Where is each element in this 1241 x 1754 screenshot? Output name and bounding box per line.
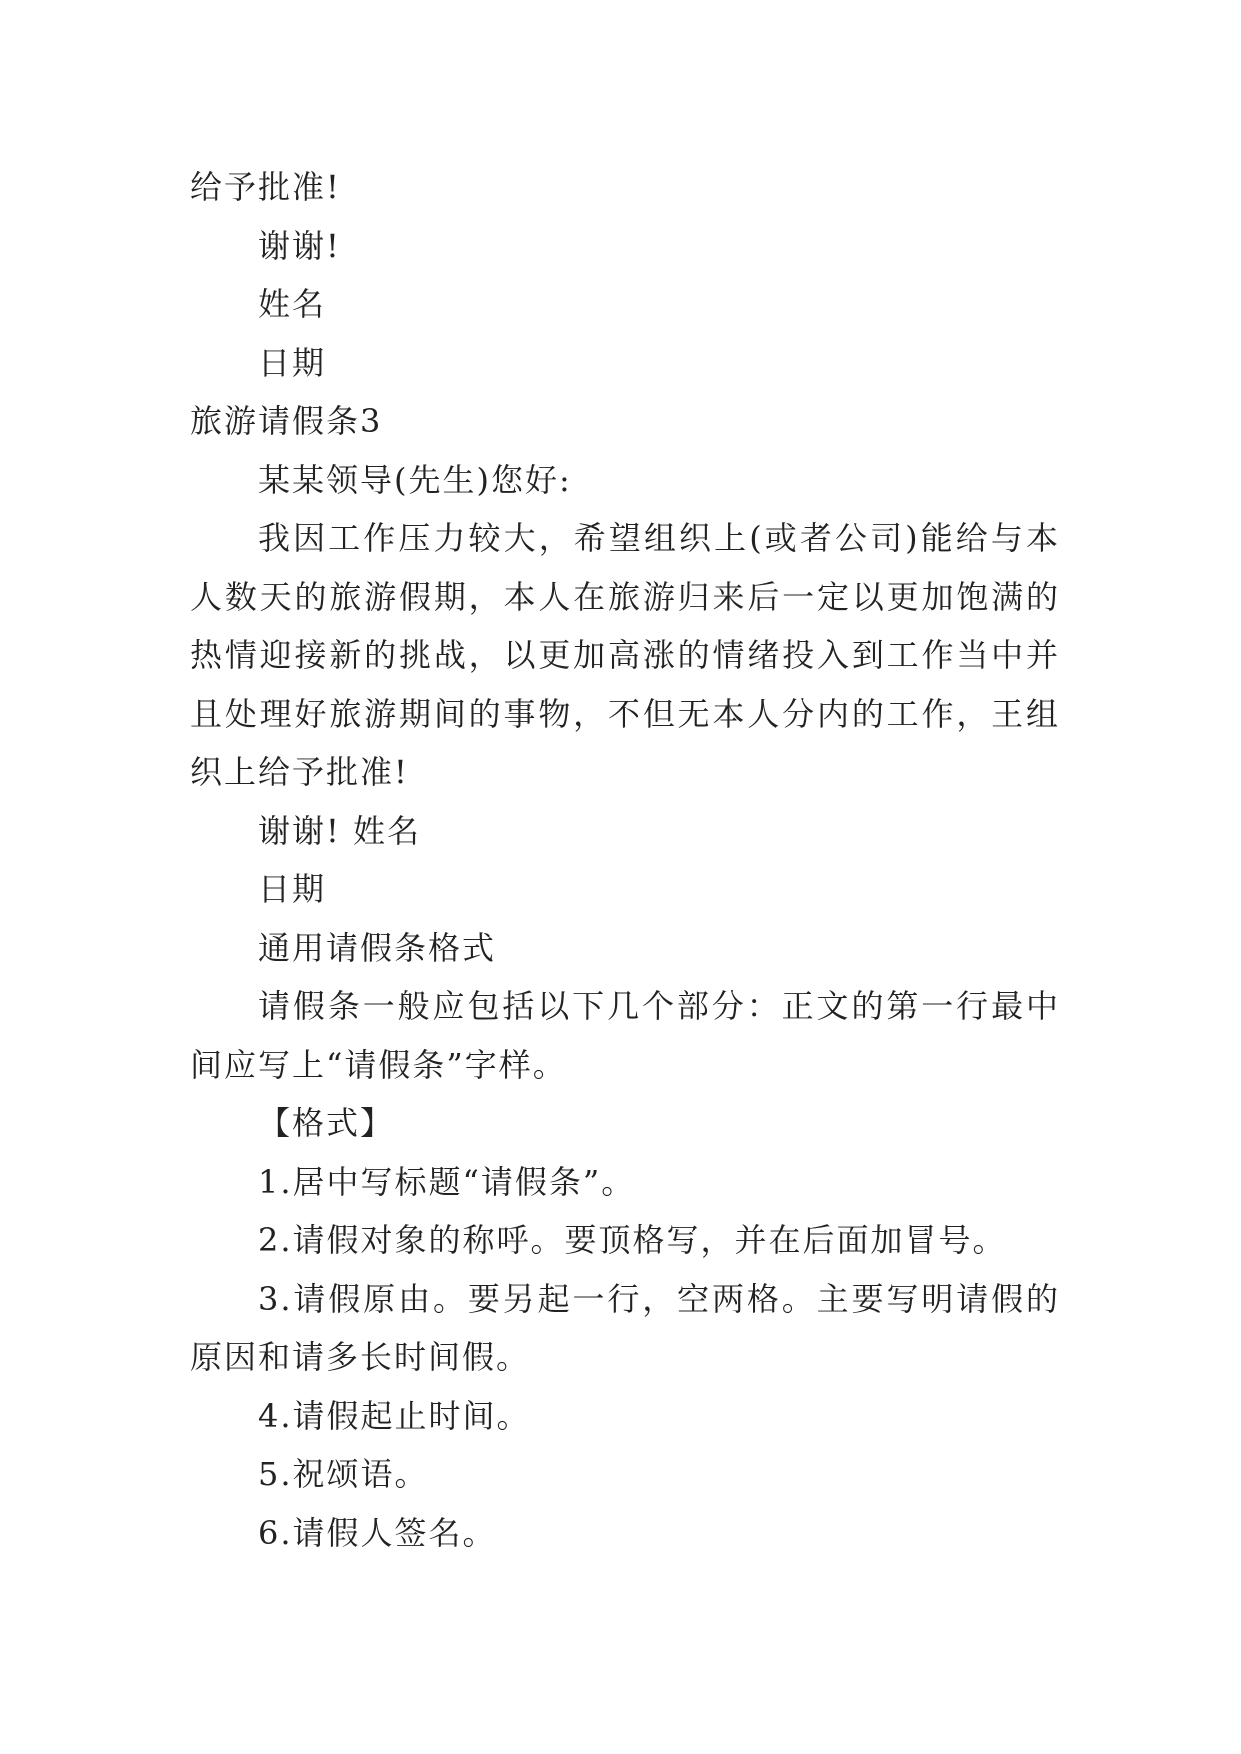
paragraph-salutation: 某某领导(先生)您好: bbox=[258, 460, 572, 499]
document-body bbox=[190, 158, 1060, 1562]
paragraph-thanks-name: 谢谢! 姓名 bbox=[258, 811, 422, 850]
paragraph-format-label: 【格式】 bbox=[258, 1104, 395, 1142]
paragraph-leave-body: 我因工作压力较大，希望组织上(或者公司)能给与本人数天的旅游假期，本人在旅游归来后一定以更加饱满的热情迎接新的挑战，以更加高涨的情绪投入到工作当中并且处理好旅游期间的事物，不但无本人分内的工作，王组织上给予批准! bbox=[190, 519, 1060, 791]
paragraph-name: 姓名 bbox=[258, 285, 327, 323]
paragraph-thanks: 谢谢! bbox=[258, 226, 341, 265]
list-item-5: 5.祝颂语。 bbox=[258, 1455, 429, 1493]
section-heading-general-format: 通用请假条格式 bbox=[258, 928, 497, 967]
list-item-4: 4.请假起止时间。 bbox=[258, 1396, 531, 1435]
paragraph-format-intro: 请假条一般应包括以下几个部分：正文的第一行最中间应写上“请假条”字样。 bbox=[190, 987, 1060, 1084]
list-item-6: 6.请假人签名。 bbox=[258, 1513, 497, 1552]
paragraph-date-2: 日期 bbox=[258, 870, 327, 908]
list-item-2: 2.请假对象的称呼。要顶格写，并在后面加冒号。 bbox=[258, 1221, 1007, 1259]
paragraph-approval: 给予批准! bbox=[190, 168, 341, 206]
paragraph-date: 日期 bbox=[258, 343, 327, 382]
list-item-1: 1.居中写标题“请假条”。 bbox=[258, 1162, 636, 1201]
section-heading-travel-leave-3: 旅游请假条3 bbox=[190, 402, 383, 440]
list-item-3: 3.请假原由。要另起一行，空两格。主要写明请假的原因和请多长时间假。 bbox=[190, 1279, 1060, 1376]
